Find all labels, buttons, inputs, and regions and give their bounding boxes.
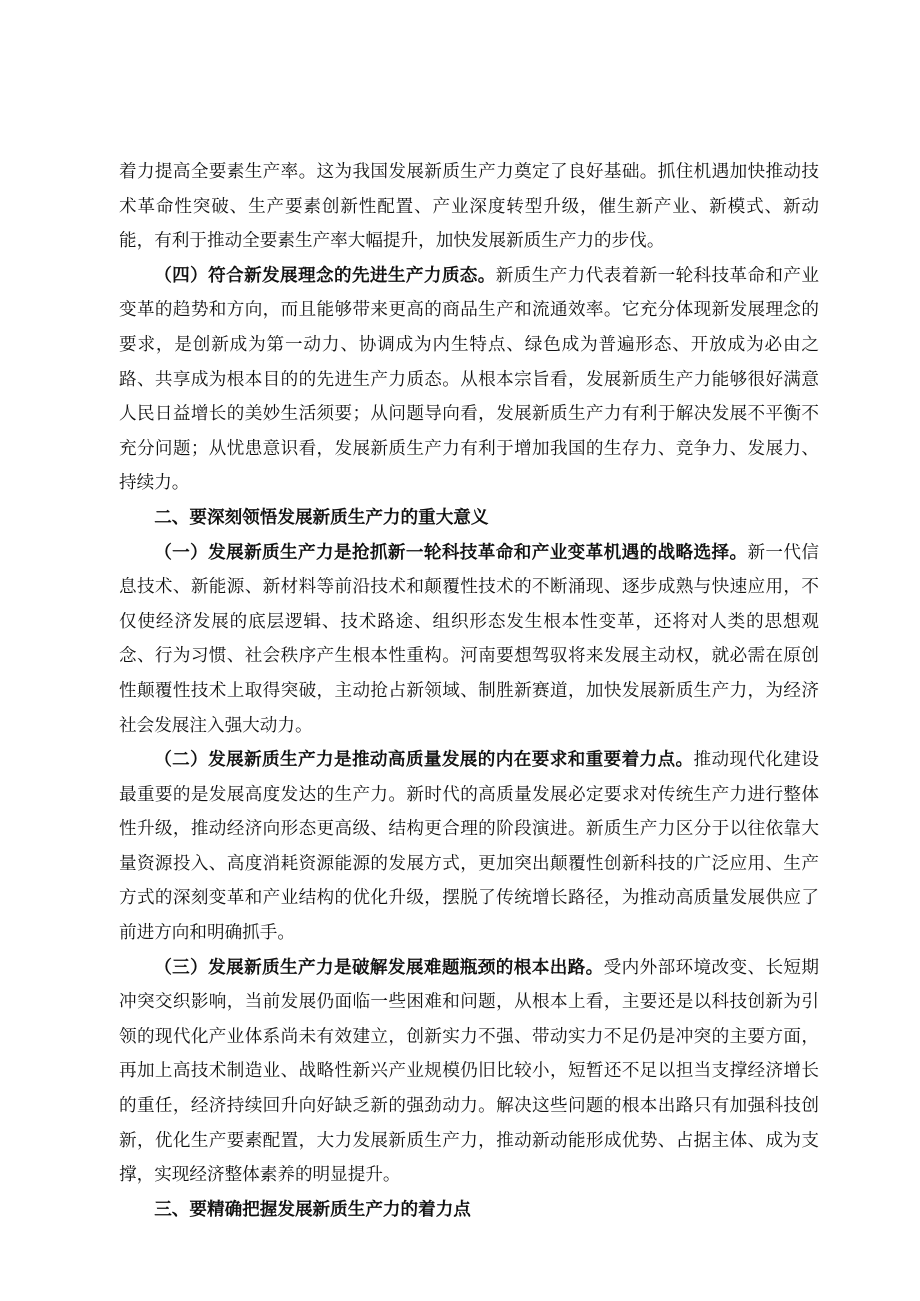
paragraph-continuation — [119, 155, 819, 259]
paragraph-two-high-quality-development — [119, 743, 819, 951]
paragraph-one-strategic-choice — [119, 536, 819, 744]
paragraph-text: 新一代信息技术、新能源、新材料等前沿技术和颠覆性技术的不断涌现、逐步成熟与快速应用，不仅使经济发展的底层逻辑、技术路途、组织形态发生根本性变革，还将对人类的思想观念、行为习惯、社会秩序产生根本性重构。河南要想驾驭将来发展主动权，就必需在原创性颠覆性技术上取得突破，主动抢占新领域、制胜新赛道，加快发展新质生产力，为经济社会发展注入强大动力。 — [119, 542, 819, 736]
paragraph-four-advanced-productivity — [119, 259, 819, 501]
paragraph-lead: （四）符合新发展理念的先进生产力质态。 — [154, 265, 496, 286]
paragraph-three-fundamental-path — [119, 951, 819, 1193]
paragraph-text: 受内外部环境改变、长短期冲突交织影响，当前发展仍面临一些困难和问题，从根本上看，主要还是以科技创新为引领的现代化产业体系尚未有效建立，创新实力不强、带动实力不足仍是冲突的主要方面，再加上高技术制造业、战略性新兴产业规模仍旧比较小，短暂还不足以担当支撑经济增长的重任，经济持续回升向好缺乏新的强劲动力。解决这些问题的根本出路只有加强科技创新，优化生产要素配置，大力发展新质生产力，推动新动能形成优势、占据主体、成为支撑，实现经济整体素养的明显提升。 — [119, 957, 819, 1186]
section-heading-three: 三、要精确把握发展新质生产力的着力点 — [154, 1199, 471, 1220]
paragraph-lead: （二）发展新质生产力是推动高质量发展的内在要求和重要着力点。 — [154, 750, 694, 771]
document-body — [119, 155, 819, 1227]
paragraph-text: 推动现代化建设最重要的是发展高度发达的生产力。新时代的高质量发展必定要求对传统生产力进行整体性升级，推动经济向形态更高级、结构更合理的阶段演进。新质生产力区分于以往依靠大量资源投入、高度消耗资源能源的发展方式，更加突出颠覆性创新科技的广泛应用、生产方式的深刻变革和产业结构的优化升级，摆脱了传统增长路径，为推动高质量发展供应了前进方向和明确抓手。 — [119, 750, 819, 944]
paragraph-text: 着力提高全要素生产率。这为我国发展新质生产力奠定了良好基础。抓住机遇加快推动技术革命性突破、生产要素创新性配置、产业深度转型升级，催生新产业、新模式、新动能，有利于推动全要素生产率大幅提升，加快发展新质生产力的步伐。 — [119, 162, 819, 252]
section-heading-two: 二、要深刻领悟发展新质生产力的重大意义 — [154, 507, 489, 528]
paragraph-lead: （一）发展新质生产力是抢抓新一轮科技革命和产业变革机遇的战略选择。 — [154, 542, 748, 563]
paragraph-text: 新质生产力代表着新一轮科技革命和产业变革的趋势和方向，而且能够带来更高的商品生产和流通效率。它充分体现新发展理念的要求，是创新成为第一动力、协调成为内生特点、绿色成为普遍形态、开放成为必由之路、共享成为根本目的的先进生产力质态。从根本宗旨看，发展新质生产力能够很好满意人民日益增长的美妙生活须要；从问题导向看，发展新质生产力有利于解决发展不平衡不充分问题；从忧患意识看，发展新质生产力有利于增加我国的生存力、竞争力、发展力、持续力。 — [119, 265, 819, 494]
paragraph-lead: （三）发展新质生产力是破解发展难题瓶颈的根本出路。 — [154, 957, 604, 978]
